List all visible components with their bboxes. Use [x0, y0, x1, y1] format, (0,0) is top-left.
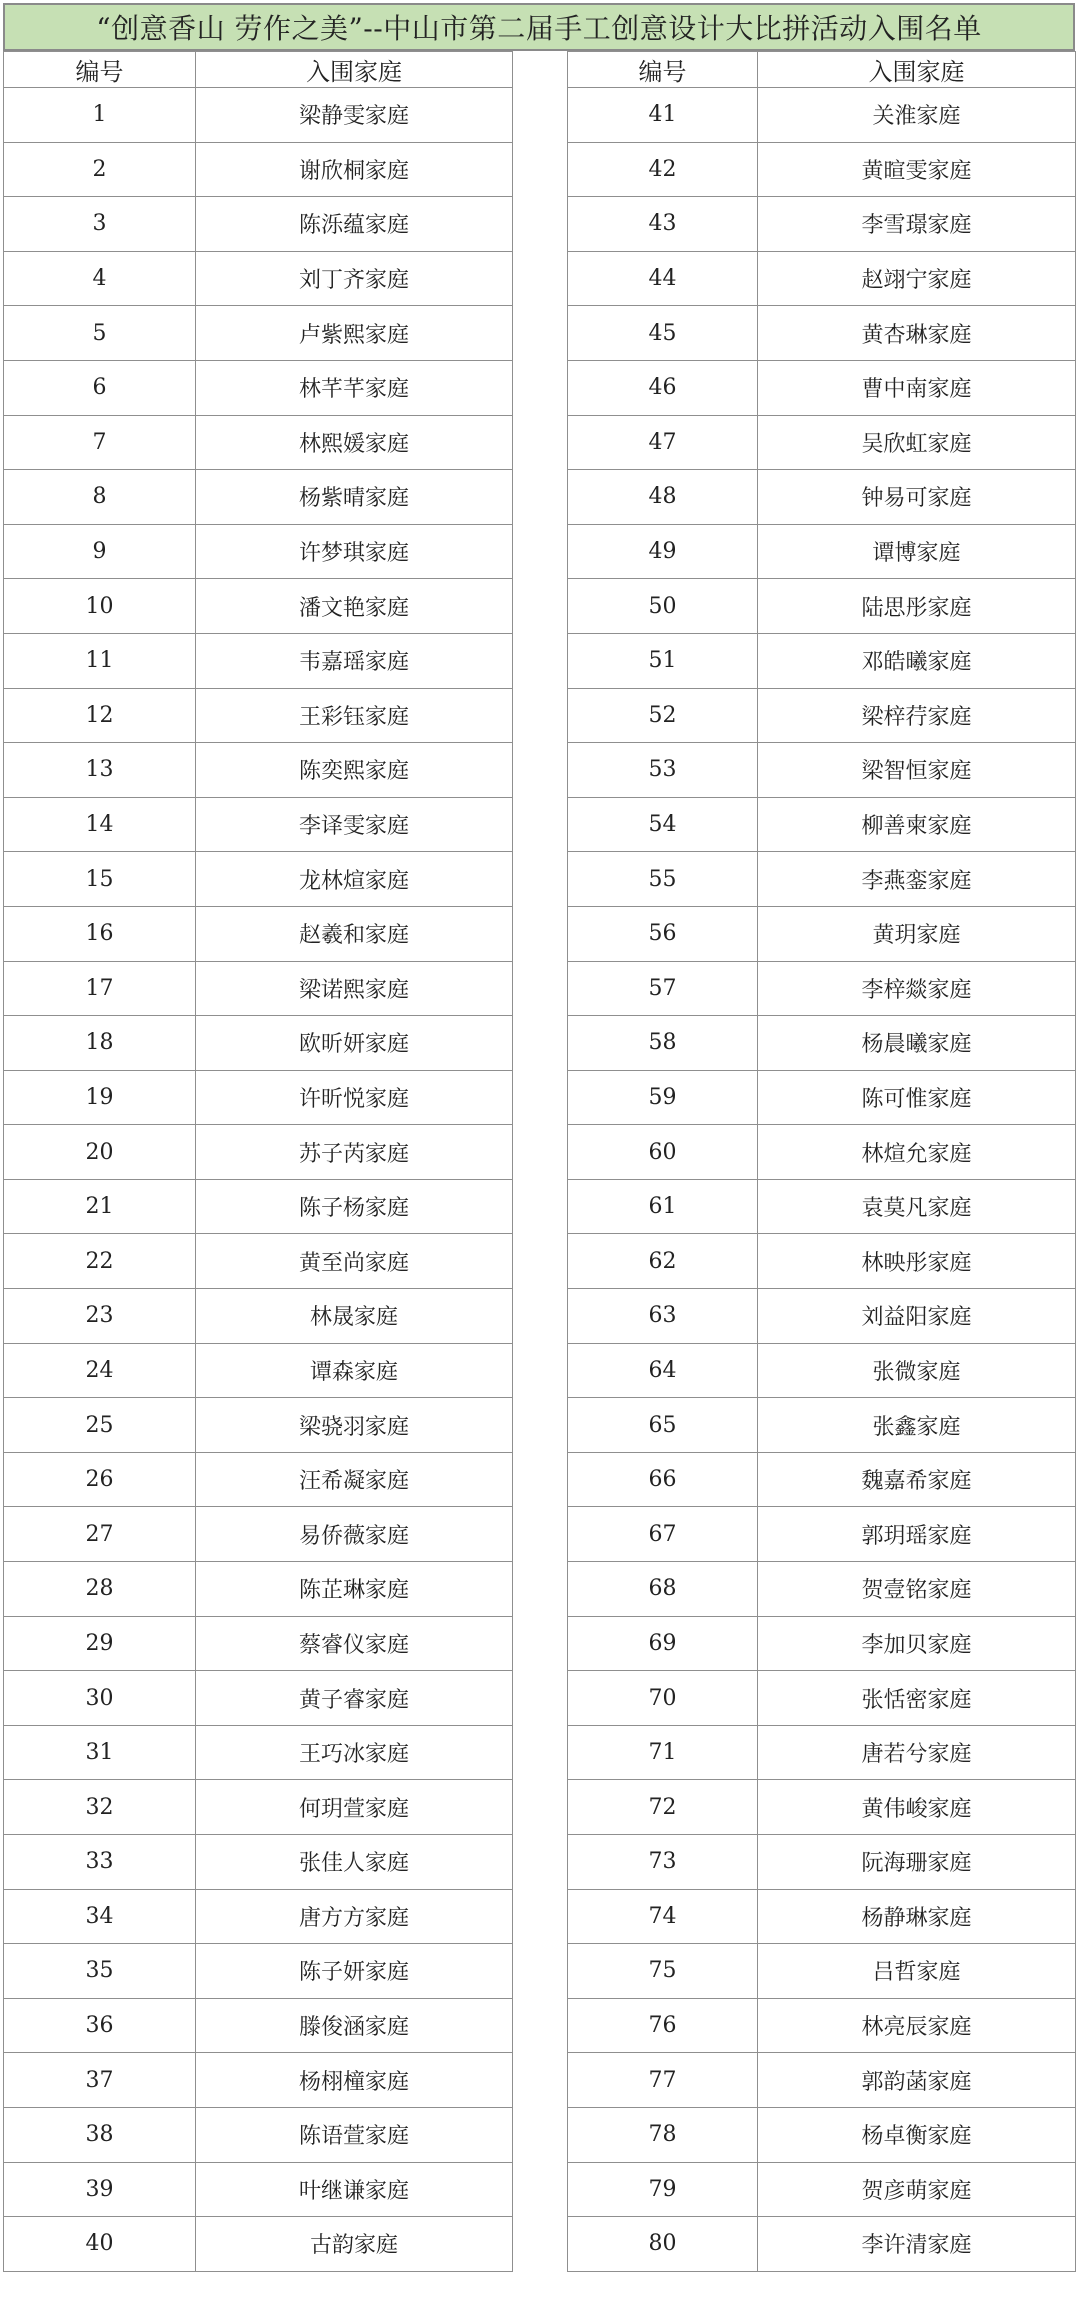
entry-number: 23	[4, 1289, 196, 1344]
table-row	[568, 88, 1076, 143]
family-name: 贺彦萌家庭	[758, 2162, 1076, 2217]
entry-number: 67	[568, 1507, 758, 1562]
family-name: 唐若兮家庭	[758, 1725, 1076, 1780]
table-row	[4, 306, 513, 361]
entry-number: 55	[568, 852, 758, 907]
table-row	[4, 88, 513, 143]
entry-number: 48	[568, 470, 758, 525]
entry-number: 61	[568, 1179, 758, 1234]
table-row	[4, 579, 513, 634]
family-name: 陈语萱家庭	[196, 2107, 513, 2162]
entry-number: 19	[4, 1070, 196, 1125]
table-row	[4, 2217, 513, 2272]
table-row	[4, 1343, 513, 1398]
entry-number: 46	[568, 360, 758, 415]
family-name: 欧昕妍家庭	[196, 1016, 513, 1071]
family-name: 唐方方家庭	[196, 1889, 513, 1944]
entry-number: 14	[4, 797, 196, 852]
entry-number: 3	[4, 197, 196, 252]
table-row	[568, 743, 1076, 798]
entry-number: 4	[4, 251, 196, 306]
entry-number: 21	[4, 1179, 196, 1234]
entry-number: 20	[4, 1125, 196, 1180]
family-name: 林芊芊家庭	[196, 360, 513, 415]
table-row	[4, 852, 513, 907]
table-row	[4, 197, 513, 252]
table-row	[568, 1452, 1076, 1507]
family-name: 李译雯家庭	[196, 797, 513, 852]
entry-number: 22	[4, 1234, 196, 1289]
entry-number: 66	[568, 1452, 758, 1507]
family-name: 吕哲家庭	[758, 1944, 1076, 1999]
table-row	[4, 1125, 513, 1180]
entry-number: 45	[568, 306, 758, 361]
family-name: 杨栩橦家庭	[196, 2053, 513, 2108]
table-row	[4, 1179, 513, 1234]
family-name: 杨卓衡家庭	[758, 2107, 1076, 2162]
table-row	[4, 1889, 513, 1944]
table-row	[4, 2162, 513, 2217]
table-row	[568, 470, 1076, 525]
family-name: 邓皓曦家庭	[758, 633, 1076, 688]
family-name: 李雪璟家庭	[758, 197, 1076, 252]
entry-number: 57	[568, 961, 758, 1016]
table-row	[568, 2053, 1076, 2108]
table-row	[568, 633, 1076, 688]
entry-number: 60	[568, 1125, 758, 1180]
table-row	[4, 415, 513, 470]
family-name: 吴欣虹家庭	[758, 415, 1076, 470]
table-row	[568, 797, 1076, 852]
entry-number: 71	[568, 1725, 758, 1780]
entry-number: 38	[4, 2107, 196, 2162]
entry-number: 65	[568, 1398, 758, 1453]
entry-number: 24	[4, 1343, 196, 1398]
table-row	[4, 1452, 513, 1507]
entry-number: 58	[568, 1016, 758, 1071]
number-column-header: 编号	[4, 52, 196, 88]
family-name: 黄至尚家庭	[196, 1234, 513, 1289]
family-name: 何玥萱家庭	[196, 1780, 513, 1835]
entry-number: 41	[568, 88, 758, 143]
table-row	[4, 1780, 513, 1835]
family-name: 杨紫晴家庭	[196, 470, 513, 525]
table-row	[568, 1562, 1076, 1617]
entry-number: 1	[4, 88, 196, 143]
table-row	[568, 2107, 1076, 2162]
family-name: 汪希凝家庭	[196, 1452, 513, 1507]
entry-number: 13	[4, 743, 196, 798]
table-row	[568, 852, 1076, 907]
entry-number: 43	[568, 197, 758, 252]
entry-number: 15	[4, 852, 196, 907]
family-name: 张微家庭	[758, 1343, 1076, 1398]
entry-number: 25	[4, 1398, 196, 1453]
family-name: 刘益阳家庭	[758, 1289, 1076, 1344]
entry-number: 5	[4, 306, 196, 361]
table-row	[568, 1507, 1076, 1562]
table-row	[568, 1998, 1076, 2053]
table-row	[4, 1725, 513, 1780]
family-name: 潘文艳家庭	[196, 579, 513, 634]
family-name: 蔡睿仪家庭	[196, 1616, 513, 1671]
table-row	[568, 688, 1076, 743]
table-row	[4, 797, 513, 852]
entry-number: 33	[4, 1835, 196, 1890]
entry-number: 52	[568, 688, 758, 743]
entry-number: 26	[4, 1452, 196, 1507]
entry-number: 68	[568, 1562, 758, 1617]
entry-number: 47	[568, 415, 758, 470]
entry-number: 64	[568, 1343, 758, 1398]
family-name: 张佳人家庭	[196, 1835, 513, 1890]
entry-number: 69	[568, 1616, 758, 1671]
entry-number: 62	[568, 1234, 758, 1289]
family-name: 叶继谦家庭	[196, 2162, 513, 2217]
entry-number: 39	[4, 2162, 196, 2217]
table-row	[4, 1671, 513, 1726]
table-row	[4, 1835, 513, 1890]
table-row	[4, 633, 513, 688]
family-name: 李加贝家庭	[758, 1616, 1076, 1671]
entry-number: 18	[4, 1016, 196, 1071]
entry-number: 77	[568, 2053, 758, 2108]
table-row	[568, 1125, 1076, 1180]
entry-number: 70	[568, 1671, 758, 1726]
table-row	[568, 1016, 1076, 1071]
family-name: 柳善柬家庭	[758, 797, 1076, 852]
table-row	[4, 470, 513, 525]
family-name: 贺壹铭家庭	[758, 1562, 1076, 1617]
table-row	[568, 1944, 1076, 1999]
finalist-list-sheet	[3, 3, 1075, 2302]
table-row	[568, 1398, 1076, 1453]
table-row	[568, 360, 1076, 415]
table-row	[4, 1562, 513, 1617]
family-name: 龙林煊家庭	[196, 852, 513, 907]
table-row	[568, 1780, 1076, 1835]
entry-number: 63	[568, 1289, 758, 1344]
table-row	[4, 142, 513, 197]
table-row	[568, 1616, 1076, 1671]
family-name: 易侨薇家庭	[196, 1507, 513, 1562]
family-name: 林熙媛家庭	[196, 415, 513, 470]
family-name: 林煊允家庭	[758, 1125, 1076, 1180]
table-row	[4, 360, 513, 415]
family-name: 古韵家庭	[196, 2217, 513, 2272]
entry-number: 7	[4, 415, 196, 470]
family-name: 陈可惟家庭	[758, 1070, 1076, 1125]
family-name: 黄子睿家庭	[196, 1671, 513, 1726]
family-name: 滕俊涵家庭	[196, 1998, 513, 2053]
table-row	[568, 142, 1076, 197]
table-row	[568, 1343, 1076, 1398]
family-name: 谭森家庭	[196, 1343, 513, 1398]
family-name: 陈奕熙家庭	[196, 743, 513, 798]
family-name: 赵羲和家庭	[196, 906, 513, 961]
family-name: 苏子芮家庭	[196, 1125, 513, 1180]
header-row	[568, 52, 1076, 88]
family-name: 李许清家庭	[758, 2217, 1076, 2272]
table-row	[4, 2053, 513, 2108]
entry-number: 8	[4, 470, 196, 525]
table-row	[4, 1289, 513, 1344]
table-row	[568, 251, 1076, 306]
entry-number: 56	[568, 906, 758, 961]
entry-number: 79	[568, 2162, 758, 2217]
entry-number: 6	[4, 360, 196, 415]
entry-number: 34	[4, 1889, 196, 1944]
entry-number: 11	[4, 633, 196, 688]
table-row	[4, 961, 513, 1016]
entry-number: 37	[4, 2053, 196, 2108]
entry-number: 73	[568, 1835, 758, 1890]
table-row	[4, 2107, 513, 2162]
table-row	[4, 688, 513, 743]
entry-number: 78	[568, 2107, 758, 2162]
family-name: 张鑫家庭	[758, 1398, 1076, 1453]
table-row	[568, 1234, 1076, 1289]
family-name: 梁诺熙家庭	[196, 961, 513, 1016]
table-row	[4, 1398, 513, 1453]
table-row	[4, 1944, 513, 1999]
family-name: 林亮辰家庭	[758, 1998, 1076, 2053]
family-name: 林晟家庭	[196, 1289, 513, 1344]
entry-number: 40	[4, 2217, 196, 2272]
table-row	[4, 1234, 513, 1289]
table-row	[4, 251, 513, 306]
entry-number: 44	[568, 251, 758, 306]
entry-number: 51	[568, 633, 758, 688]
family-name: 李梓燚家庭	[758, 961, 1076, 1016]
entry-number: 12	[4, 688, 196, 743]
table-row	[568, 1289, 1076, 1344]
table-row	[4, 1998, 513, 2053]
family-name: 杨静琳家庭	[758, 1889, 1076, 1944]
entry-number: 30	[4, 1671, 196, 1726]
family-name: 林映彤家庭	[758, 1234, 1076, 1289]
family-name: 黄玥家庭	[758, 906, 1076, 961]
entry-number: 72	[568, 1780, 758, 1835]
entry-number: 54	[568, 797, 758, 852]
table-row	[568, 961, 1076, 1016]
table-row	[568, 2162, 1076, 2217]
table-row	[568, 524, 1076, 579]
family-name: 黄杏琳家庭	[758, 306, 1076, 361]
family-name: 曹中南家庭	[758, 360, 1076, 415]
table-row	[568, 1070, 1076, 1125]
entry-number: 49	[568, 524, 758, 579]
family-name: 杨晨曦家庭	[758, 1016, 1076, 1071]
entry-number: 27	[4, 1507, 196, 1562]
family-name: 关淮家庭	[758, 88, 1076, 143]
table-row	[4, 1616, 513, 1671]
entry-number: 35	[4, 1944, 196, 1999]
family-name: 卢紫熙家庭	[196, 306, 513, 361]
right-table-body	[568, 88, 1076, 2272]
number-column-header: 编号	[568, 52, 758, 88]
family-name: 谢欣桐家庭	[196, 142, 513, 197]
family-name: 王巧冰家庭	[196, 1725, 513, 1780]
table-row	[568, 1725, 1076, 1780]
page-title: “创意香山 劳作之美”--中山市第二届手工创意设计大比拼活动入围名单	[3, 3, 1075, 51]
family-name: 韦嘉瑶家庭	[196, 633, 513, 688]
entry-number: 75	[568, 1944, 758, 1999]
entry-number: 42	[568, 142, 758, 197]
table-row	[568, 197, 1076, 252]
entry-number: 80	[568, 2217, 758, 2272]
family-name: 陈子妍家庭	[196, 1944, 513, 1999]
table-row	[568, 415, 1076, 470]
table-row	[568, 1671, 1076, 1726]
entry-number: 50	[568, 579, 758, 634]
table-row	[568, 1835, 1076, 1890]
family-name: 刘丁齐家庭	[196, 251, 513, 306]
family-name: 陆思彤家庭	[758, 579, 1076, 634]
entry-number: 74	[568, 1889, 758, 1944]
family-name: 陈泺蕴家庭	[196, 197, 513, 252]
family-name: 梁智恒家庭	[758, 743, 1076, 798]
family-name: 黄伟峻家庭	[758, 1780, 1076, 1835]
family-name: 陈子杨家庭	[196, 1179, 513, 1234]
family-name: 阮海珊家庭	[758, 1835, 1076, 1890]
family-name: 梁骁羽家庭	[196, 1398, 513, 1453]
table-row	[568, 306, 1076, 361]
family-name: 张恬密家庭	[758, 1671, 1076, 1726]
table-row	[4, 1070, 513, 1125]
entry-number: 28	[4, 1562, 196, 1617]
entry-number: 59	[568, 1070, 758, 1125]
table-row	[4, 1016, 513, 1071]
family-name: 许梦琪家庭	[196, 524, 513, 579]
table-row	[568, 2217, 1076, 2272]
family-name: 王彩钰家庭	[196, 688, 513, 743]
family-name: 赵翊宁家庭	[758, 251, 1076, 306]
table-row	[4, 743, 513, 798]
table-row	[4, 906, 513, 961]
entry-number: 31	[4, 1725, 196, 1780]
family-name: 梁梓荇家庭	[758, 688, 1076, 743]
left-table-body	[4, 88, 513, 2272]
entry-number: 16	[4, 906, 196, 961]
table-row	[568, 1179, 1076, 1234]
family-name: 郭韵菡家庭	[758, 2053, 1076, 2108]
table-row	[568, 579, 1076, 634]
entry-number: 29	[4, 1616, 196, 1671]
entry-number: 36	[4, 1998, 196, 2053]
family-name: 黄暄雯家庭	[758, 142, 1076, 197]
tables-area	[3, 51, 1075, 2302]
entry-number: 2	[4, 142, 196, 197]
entry-number: 76	[568, 1998, 758, 2053]
table-row	[4, 524, 513, 579]
family-name: 袁莫凡家庭	[758, 1179, 1076, 1234]
family-column-header: 入围家庭	[196, 52, 513, 88]
table-row	[4, 1507, 513, 1562]
finalist-table-left	[3, 51, 513, 2272]
family-column-header: 入围家庭	[758, 52, 1076, 88]
family-name: 郭玥瑶家庭	[758, 1507, 1076, 1562]
family-name: 许昕悦家庭	[196, 1070, 513, 1125]
family-name: 梁静雯家庭	[196, 88, 513, 143]
family-name: 钟易可家庭	[758, 470, 1076, 525]
finalist-table-right	[567, 51, 1076, 2272]
family-name: 魏嘉希家庭	[758, 1452, 1076, 1507]
entry-number: 17	[4, 961, 196, 1016]
entry-number: 10	[4, 579, 196, 634]
family-name: 谭博家庭	[758, 524, 1076, 579]
entry-number: 32	[4, 1780, 196, 1835]
header-row	[4, 52, 513, 88]
entry-number: 53	[568, 743, 758, 798]
table-row	[568, 1889, 1076, 1944]
table-row	[568, 906, 1076, 961]
family-name: 陈芷琳家庭	[196, 1562, 513, 1617]
family-name: 李燕銮家庭	[758, 852, 1076, 907]
entry-number: 9	[4, 524, 196, 579]
